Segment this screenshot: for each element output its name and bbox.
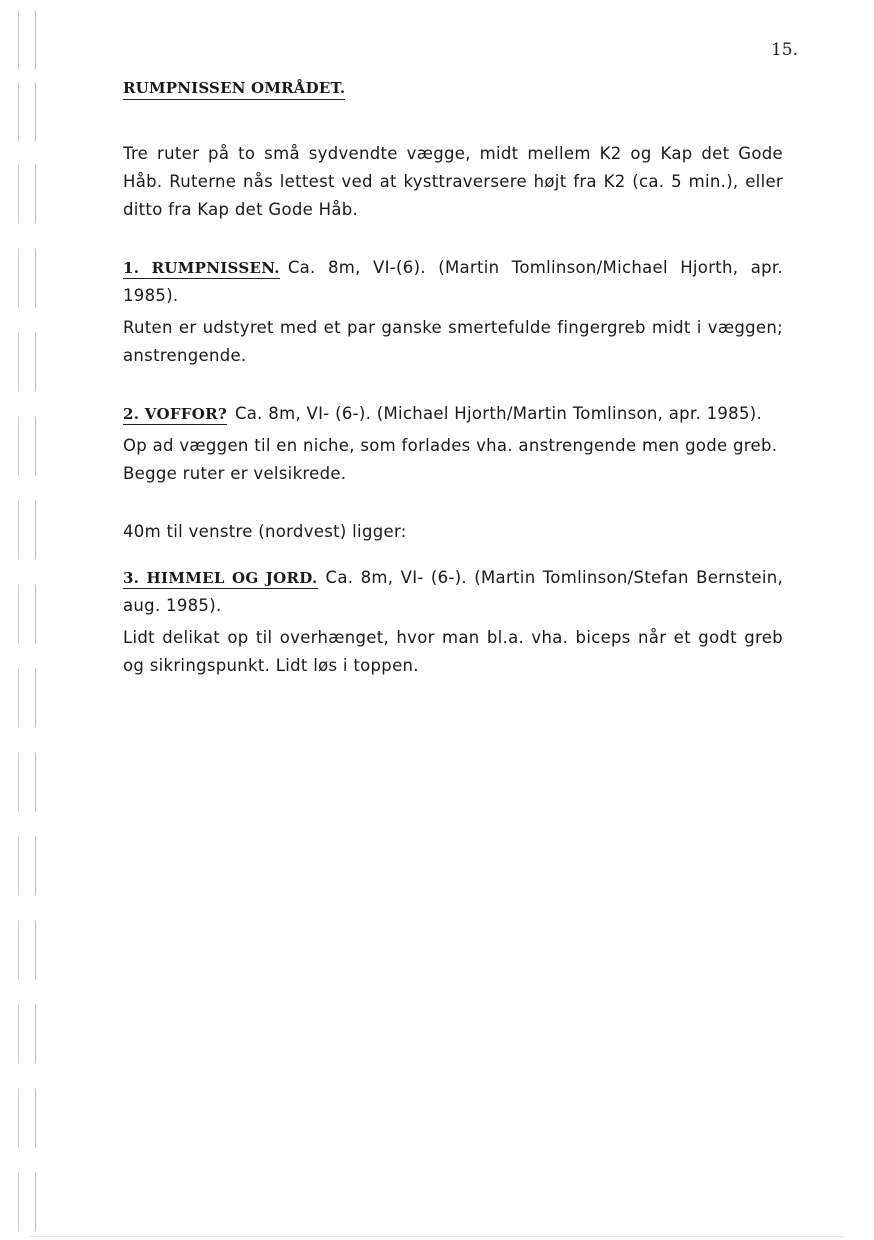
page-number: 15. <box>770 40 798 60</box>
intro-block <box>123 140 783 224</box>
binder-holes <box>14 0 44 1240</box>
route-title: 2. VOFFOR? <box>123 405 227 423</box>
binder-hole <box>18 836 36 896</box>
section-title-wrap <box>123 78 783 100</box>
route-details: Ca. 8m, VI- (6-). (Michael Hjorth/Martin Tomlinson, apr. 1985). <box>234 404 763 423</box>
route-note: Begge ruter er velsikrede. <box>123 464 347 483</box>
binder-hole <box>18 82 36 142</box>
binder-hole <box>18 248 36 308</box>
route-header <box>123 564 783 620</box>
route-3 <box>123 564 783 680</box>
route-title: 3. HIMMEL OG JORD. <box>123 569 318 587</box>
binder-hole <box>18 416 36 476</box>
page-content <box>123 78 783 710</box>
binder-hole <box>18 584 36 644</box>
route-description: Op ad væggen til en niche, som forlades vha. anstrengende men gode greb. <box>123 436 778 455</box>
binder-hole <box>18 332 36 392</box>
page-bottom-edge <box>30 1236 844 1237</box>
route-description: Ruten er udstyret med et par ganske smertefulde fingergreb midt i væggen; anstrengende. <box>123 318 783 365</box>
route-2 <box>123 400 783 488</box>
binder-hole <box>18 1004 36 1064</box>
route-details: Ca. 8m, VI- (6-). (Martin Tomlinson/Stefan Bernstein, aug. 1985). <box>123 568 783 615</box>
intro-paragraph: Tre ruter på to små sydvendte vægge, midt mellem K2 og Kap det Gode Håb. Ruterne nås lettest ved at kysttraversere højt fra K2 (ca. 5 min.), eller ditto fra Kap det Gode Håb. <box>123 144 783 219</box>
route-details: Ca. 8m, VI-(6). (Martin Tomlinson/Michael Hjorth, apr. 1985). <box>123 258 784 305</box>
route-description: Lidt delikat op til overhænget, hvor man bl.a. vha. biceps når et godt greb og sikringspunkt. Lidt løs i toppen. <box>123 628 783 675</box>
binder-hole <box>18 1088 36 1148</box>
route-header <box>123 254 783 310</box>
route-header <box>123 400 783 428</box>
transition-text: 40m til venstre (nordvest) ligger: <box>123 522 407 541</box>
binder-hole <box>18 164 36 224</box>
section-title: RUMPNISSEN OMRÅDET. <box>123 79 345 100</box>
route-title: 1. RUMPNISSEN. <box>123 259 280 277</box>
binder-hole <box>18 10 36 70</box>
route-1 <box>123 254 783 370</box>
binder-hole <box>18 752 36 812</box>
binder-hole <box>18 920 36 980</box>
binder-hole <box>18 1172 36 1232</box>
binder-hole <box>18 668 36 728</box>
transition-block <box>123 518 783 546</box>
binder-hole <box>18 500 36 560</box>
